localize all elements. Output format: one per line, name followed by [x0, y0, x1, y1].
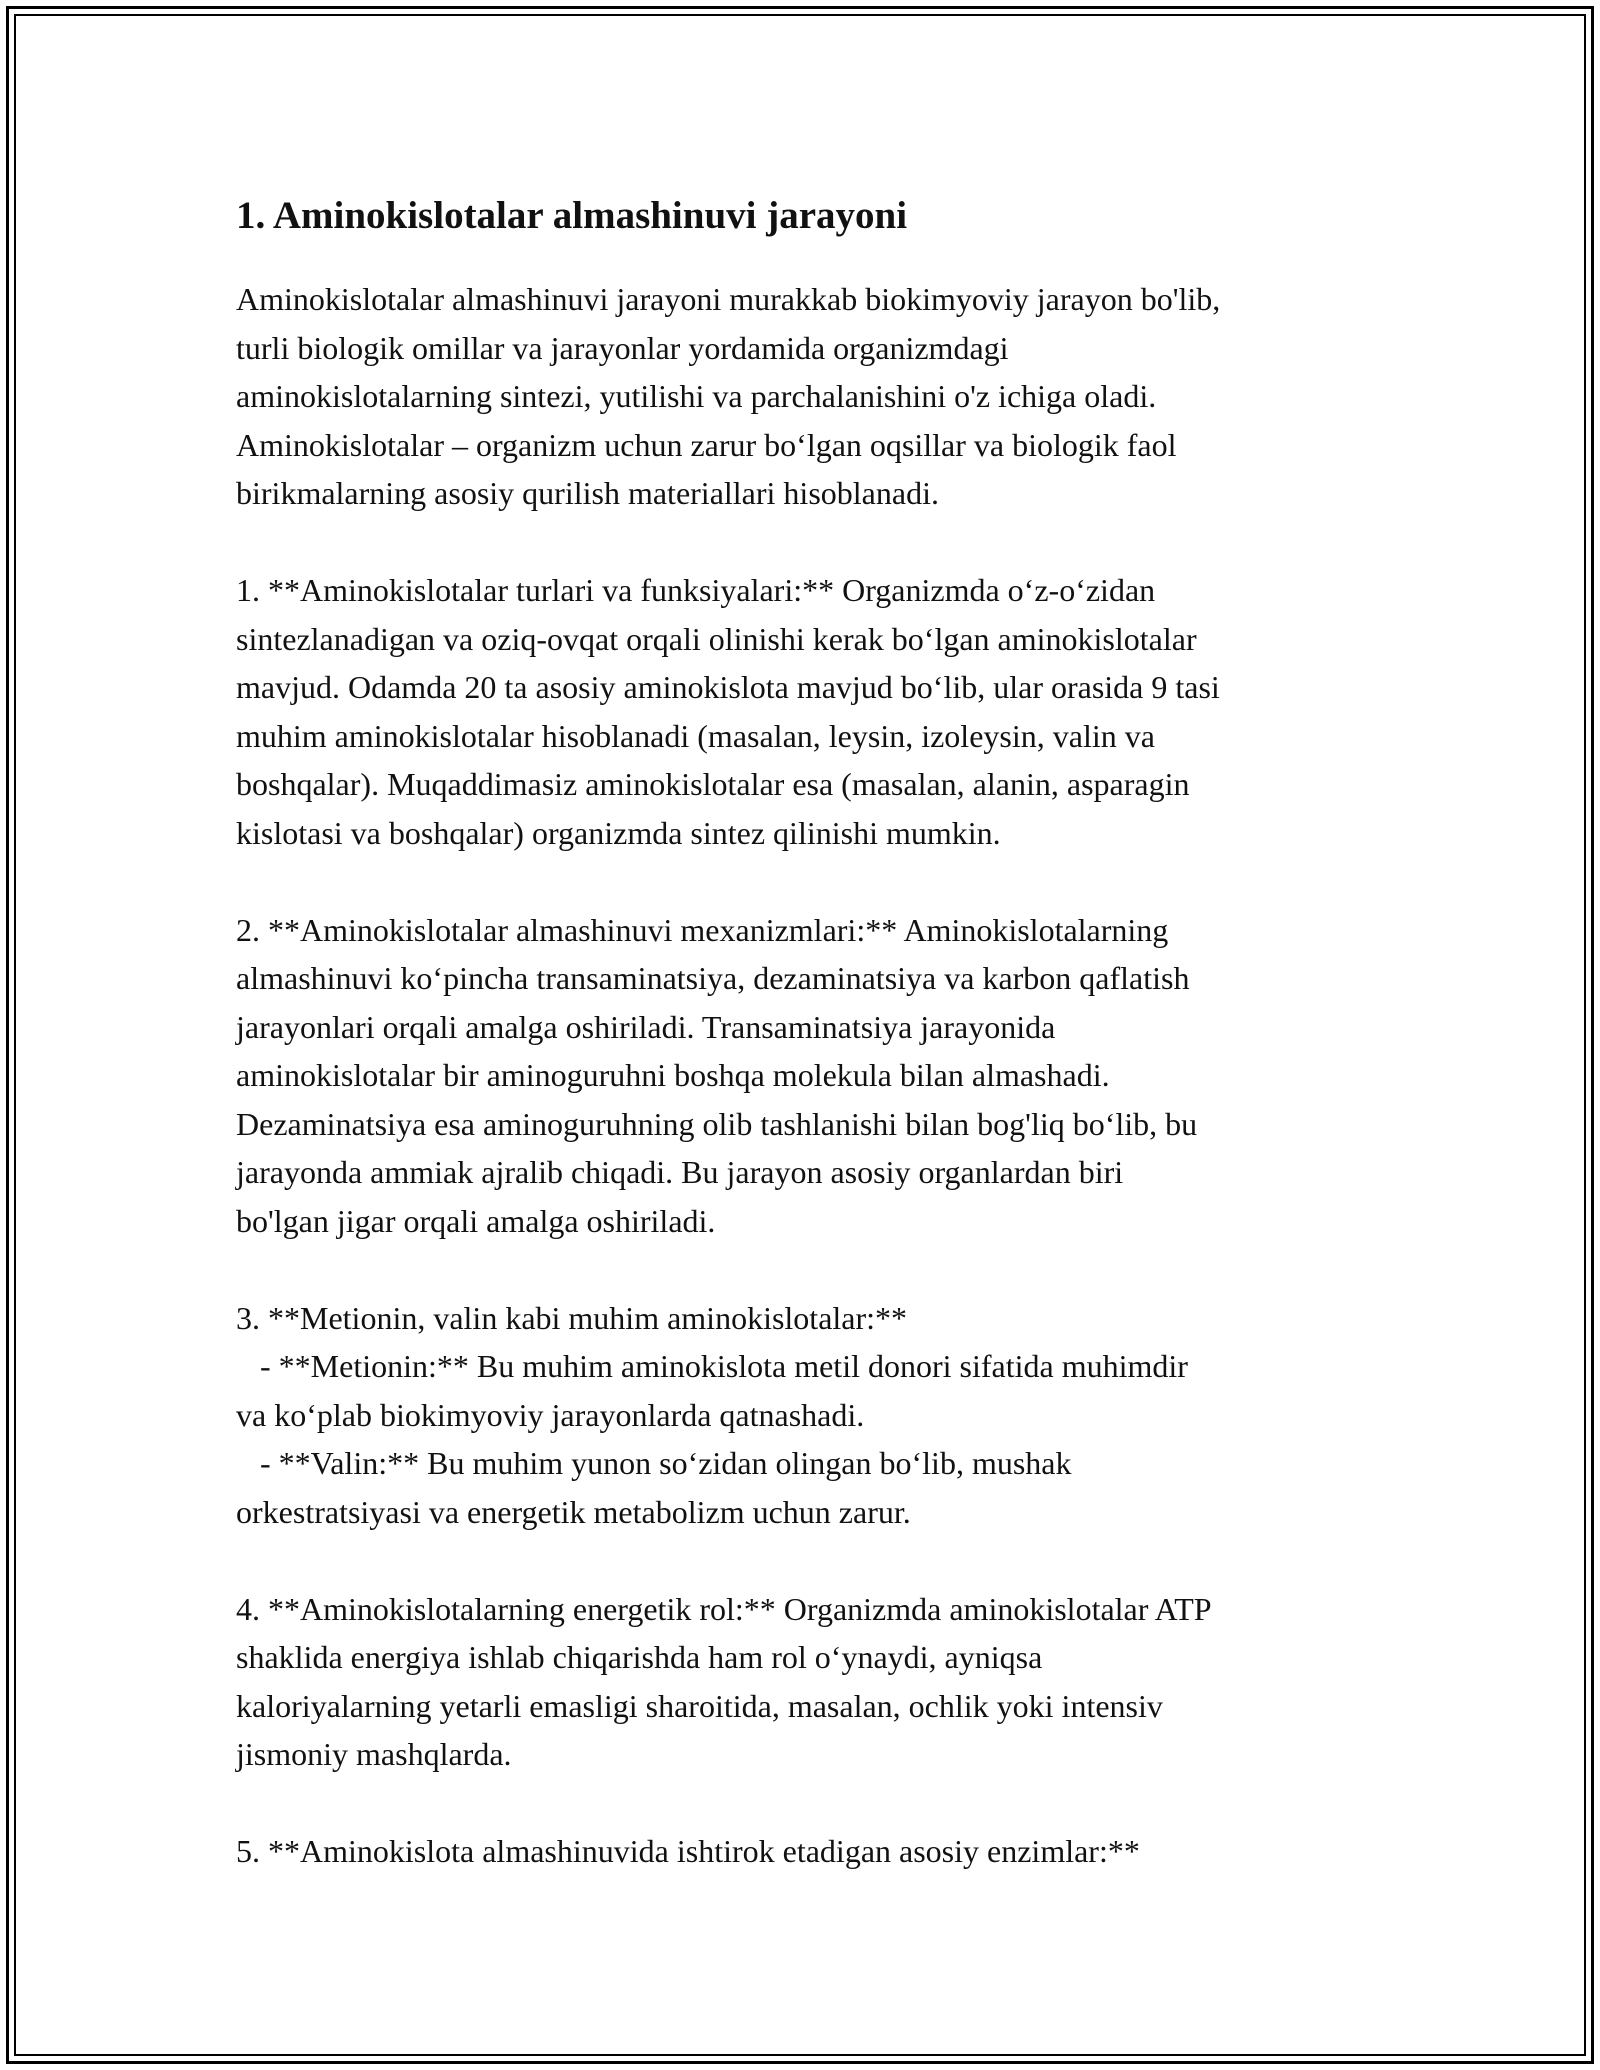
text-line: muhim aminokislotalar hisoblanadi (masalan, leysin, izoleysin, valin va [236, 717, 1155, 754]
text-line: jismoniy mashqlarda. [236, 1736, 512, 1772]
intro-paragraph [236, 275, 1396, 518]
text-line: Aminokislotalar almashinuvi jarayoni murakkab biokimyoviy jarayon bo'lib, [236, 281, 1221, 317]
text-line: sintezlanadigan va oziq-ovqat orqali olinishi kerak boʻlgan aminokislotalar [236, 620, 1197, 657]
text-line: aminokislotalarning sintezi, yutilishi va parchalanishini o'z ichiga oladi. [236, 378, 1157, 414]
list-item-metionin: - **Metionin:** Bu muhim aminokislota metil donori sifatida muhimdir [236, 1348, 1188, 1384]
document-body [236, 186, 1396, 1876]
text-line: jarayonda ammiak ajralib chiqadi. Bu jarayon asosiy organlardan biri [236, 1154, 1124, 1190]
section-5-enzymes [236, 1827, 1396, 1876]
text-line: 1. **Aminokislotalar turlari va funksiyalari:** Organizmda oʻz-oʻzidan [236, 572, 1156, 608]
text-line: aminokislotalar bir aminoguruhni boshqa molekula bilan almashadi. [236, 1057, 1110, 1093]
text-line: almashinuvi koʻpincha transaminatsiya, dezaminatsiya va karbon qaflatish [236, 960, 1190, 996]
page-title: 1. Aminokislotalar almashinuvi jarayoni [236, 194, 908, 237]
text-line: boshqalar). Muqaddimasiz aminokislotalar esa (masalan, alanin, asparagin [236, 766, 1190, 802]
text-line: 3. **Metionin, valin kabi muhim aminokislotalar:** [236, 1299, 908, 1336]
list-item-valin: - **Valin:** Bu muhim yunon soʻzidan olingan boʻlib, mushak [236, 1445, 1072, 1481]
text-line: kaloriyalarning yetarli emasligi sharoitida, masalan, ochlik yoki intensiv [236, 1687, 1163, 1724]
text-line: birikmalarning asosiy qurilish materiallari hisoblanadi. [236, 475, 939, 511]
text-line: 5. **Aminokislota almashinuvida ishtirok etadigan asosiy enzimlar:** [236, 1833, 1140, 1869]
text-line: shaklida energiya ishlab chiqarishda ham rol oʻynaydi, ayniqsa [236, 1639, 1043, 1675]
text-line: 2. **Aminokislotalar almashinuvi mexanizmlari:** Aminokislotalarning [236, 911, 1169, 948]
text-line: bo'lgan jigar orqali amalga oshiriladi. [236, 1202, 716, 1239]
text-line: jarayonlari orqali amalga oshiriladi. Transaminatsiya jarayonida [236, 1008, 1056, 1045]
section-3-essential-amino-acids [236, 1294, 1396, 1537]
text-line: orkestratsiyasi va energetik metabolizm uchun zarur. [236, 1493, 911, 1530]
text-line: mavjud. Odamda 20 ta asosiy aminokislota mavjud boʻlib, ular orasida 9 tasi [236, 669, 1220, 705]
text-line: 4. **Aminokislotalarning energetik rol:** Organizmda aminokislotalar ATP [236, 1590, 1212, 1627]
text-line: kislotasi va boshqalar) organizmda sintez qilinishi mumkin. [236, 814, 1001, 851]
text-line: Dezaminatsiya esa aminoguruhning olib tashlanishi bilan bog'liq boʻlib, bu [236, 1105, 1198, 1142]
section-1-amino-acid-types [236, 566, 1396, 857]
section-4-energetic-role [236, 1585, 1396, 1779]
section-2-exchange-mechanisms [236, 906, 1396, 1246]
text-line: Aminokislotalar – organizm uchun zarur boʻlgan oqsillar va biologik faol [236, 426, 1177, 463]
text-line: turli biologik omillar va jarayonlar yordamida organizmdagi [236, 329, 1009, 366]
text-line: va koʻplab biokimyoviy jarayonlarda qatnashadi. [236, 1396, 865, 1433]
